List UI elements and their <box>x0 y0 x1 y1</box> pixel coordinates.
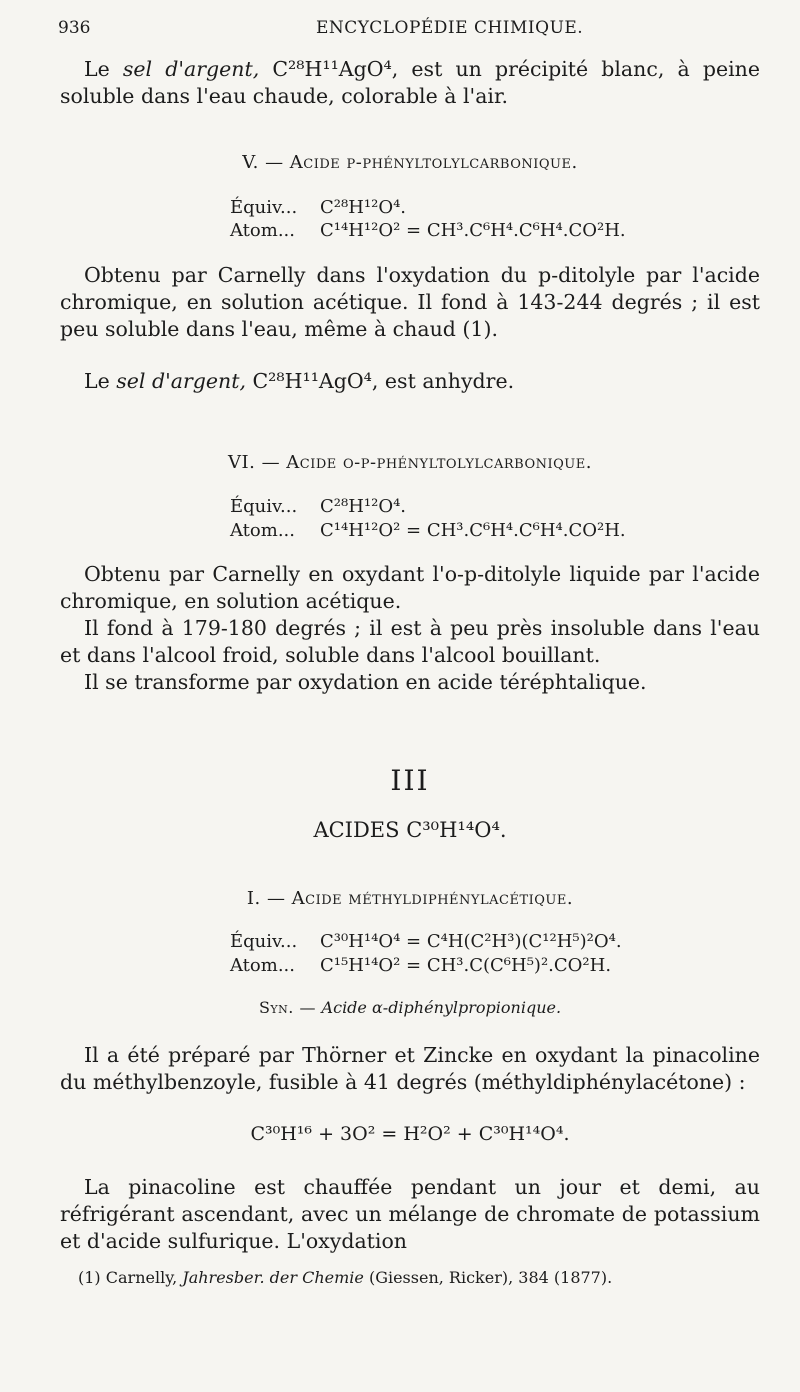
section-v-heading: V. — Acide p-phényltolylcarbonique. <box>242 152 578 173</box>
page-header <box>58 18 760 48</box>
section-vi-paragraph-1: Obtenu par Carnelly en oxydant l'o-p-ditolyle liquide par l'acide chromique, en solution acétique. <box>60 562 760 613</box>
section-v-atom: Atom... C¹⁴H¹²O² = CH³.C⁶H⁴.C⁶H⁴.CO²H. <box>230 220 626 241</box>
section-i-atom: Atom... C¹⁵H¹⁴O² = CH³.C(C⁶H⁵)².CO²H. <box>230 955 612 976</box>
section-v-salt: Le sel d'argent, C²⁸H¹¹AgO⁴, est anhydre. <box>84 369 515 393</box>
section-i-equation: C³⁰H¹⁶ + 3O² = H²O² + C³⁰H¹⁴O⁴. <box>250 1123 570 1145</box>
running-title: ENCYCLOPÉDIE CHIMIQUE. <box>316 18 584 38</box>
section-vi-paragraph-3: Il se transforme par oxydation en acide téréphtalique. <box>84 670 647 694</box>
page-number: 936 <box>58 18 91 38</box>
section-vi-atom: Atom... C¹⁴H¹²O² = CH³.C⁶H⁴.C⁶H⁴.CO²H. <box>230 520 626 541</box>
section-i-equiv: Équiv... C³⁰H¹⁴O⁴ = C⁴H(C²H³)(C¹²H⁵)²O⁴. <box>230 931 622 952</box>
section-vi-paragraph-2: Il fond à 179-180 degrés ; il est à peu près insoluble dans l'eau et dans l'alcool froid, soluble dans l'alcool bouillant. <box>60 616 760 667</box>
section-v-paragraph: Obtenu par Carnelly dans l'oxydation du p-ditolyle par l'acide chromique, en solution acétique. Il fond à 143-244 degrés ; il est peu soluble dans l'eau, même à chaud (1). <box>60 263 760 341</box>
section-i-paragraph-1: Il a été préparé par Thörner et Zincke en oxydant la pinacoline du méthylbenzoyle, fusible à 41 degrés (méthyldiphénylacétone) : <box>60 1043 760 1094</box>
section-i-paragraph-2: La pinacoline est chauffée pendant un jour et demi, au réfrigérant ascendant, avec un mélange de chromate de potassium et d'acide sulfurique. L'oxydation <box>60 1175 760 1253</box>
part-iii-numeral: III <box>390 764 430 797</box>
section-i-heading: I. — Acide méthyldiphénylacétique. <box>246 888 574 909</box>
footnote: (1) Carnelly, Jahresber. der Chemie (Giessen, Ricker), 384 (1877). <box>78 1268 613 1287</box>
section-i-synonym: Syn. — Acide α-diphénylpropionique. <box>258 998 562 1017</box>
section-vi-equiv: Équiv... C²⁸H¹²O⁴. <box>230 496 407 517</box>
section-v-equiv: Équiv... C²⁸H¹²O⁴. <box>230 197 407 218</box>
part-iii-title: ACIDES C³⁰H¹⁴O⁴. <box>313 818 507 842</box>
intro-paragraph: Le sel d'argent, C²⁸H¹¹AgO⁴, est un précipité blanc, à peine soluble dans l'eau chaude, colorable à l'air. <box>60 57 760 108</box>
intro-italic: sel d'argent, <box>122 57 260 81</box>
section-vi-heading: VI. — Acide o-p-phényltolylcarbonique. <box>228 452 592 473</box>
